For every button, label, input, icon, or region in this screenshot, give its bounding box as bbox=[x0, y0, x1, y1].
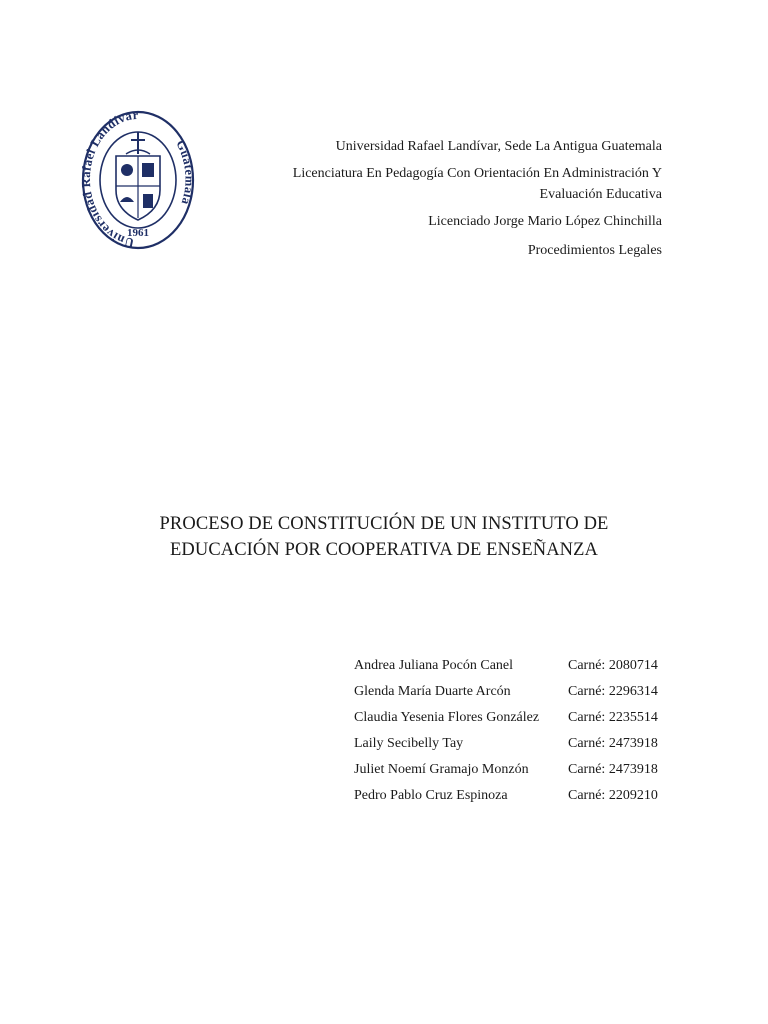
student-name: Claudia Yesenia Flores González bbox=[354, 710, 540, 725]
title-line-2: EDUCACIÓN POR COOPERATIVA DE ENSEÑANZA bbox=[170, 540, 598, 560]
seal-ring-text-left: Universidad Rafael Landívar bbox=[80, 110, 139, 250]
document-title bbox=[130, 511, 638, 563]
seal-year: 1961 bbox=[127, 227, 149, 239]
students-list bbox=[354, 657, 666, 813]
student-row bbox=[354, 761, 666, 779]
student-carne: Carné: 2080714 bbox=[568, 658, 658, 673]
title-line-1: PROCESO DE CONSTITUCIÓN DE UN INSTITUTO DE bbox=[159, 514, 609, 534]
student-carne: Carné: 2209210 bbox=[568, 788, 658, 803]
student-name: Andrea Juliana Pocón Canel bbox=[354, 658, 514, 673]
student-carne: Carné: 2473918 bbox=[568, 736, 658, 751]
header-block bbox=[250, 136, 662, 261]
student-name: Glenda María Duarte Arcón bbox=[354, 684, 511, 699]
seal-ring-text-right: Guatemala bbox=[173, 137, 196, 207]
degree-line-1: Licenciatura En Pedagogía Con Orientación En Administración Y bbox=[292, 166, 662, 181]
student-row bbox=[354, 657, 666, 675]
student-carne: Carné: 2296314 bbox=[568, 684, 658, 699]
student-name: Pedro Pablo Cruz Espinoza bbox=[354, 788, 508, 803]
svg-text:Guatemala bbox=[173, 138, 196, 207]
degree-line-2: Evaluación Educativa bbox=[539, 187, 662, 202]
course-line: Procedimientos Legales bbox=[527, 243, 662, 258]
student-row bbox=[354, 683, 666, 701]
seal-shield-icon bbox=[116, 132, 160, 220]
student-carne: Carné: 2235514 bbox=[568, 710, 658, 725]
student-carne: Carné: 2473918 bbox=[568, 762, 658, 777]
professor-line: Licenciado Jorge Mario López Chinchilla bbox=[428, 214, 662, 229]
university-line: Universidad Rafael Landívar, Sede La Antigua Guatemala bbox=[335, 139, 662, 154]
student-row bbox=[354, 787, 666, 805]
student-row bbox=[354, 735, 666, 753]
student-name: Juliet Noemí Gramajo Monzón bbox=[354, 762, 529, 777]
university-seal-logo bbox=[80, 110, 196, 252]
student-row bbox=[354, 709, 666, 727]
student-name: Laily Secibelly Tay bbox=[354, 736, 464, 751]
